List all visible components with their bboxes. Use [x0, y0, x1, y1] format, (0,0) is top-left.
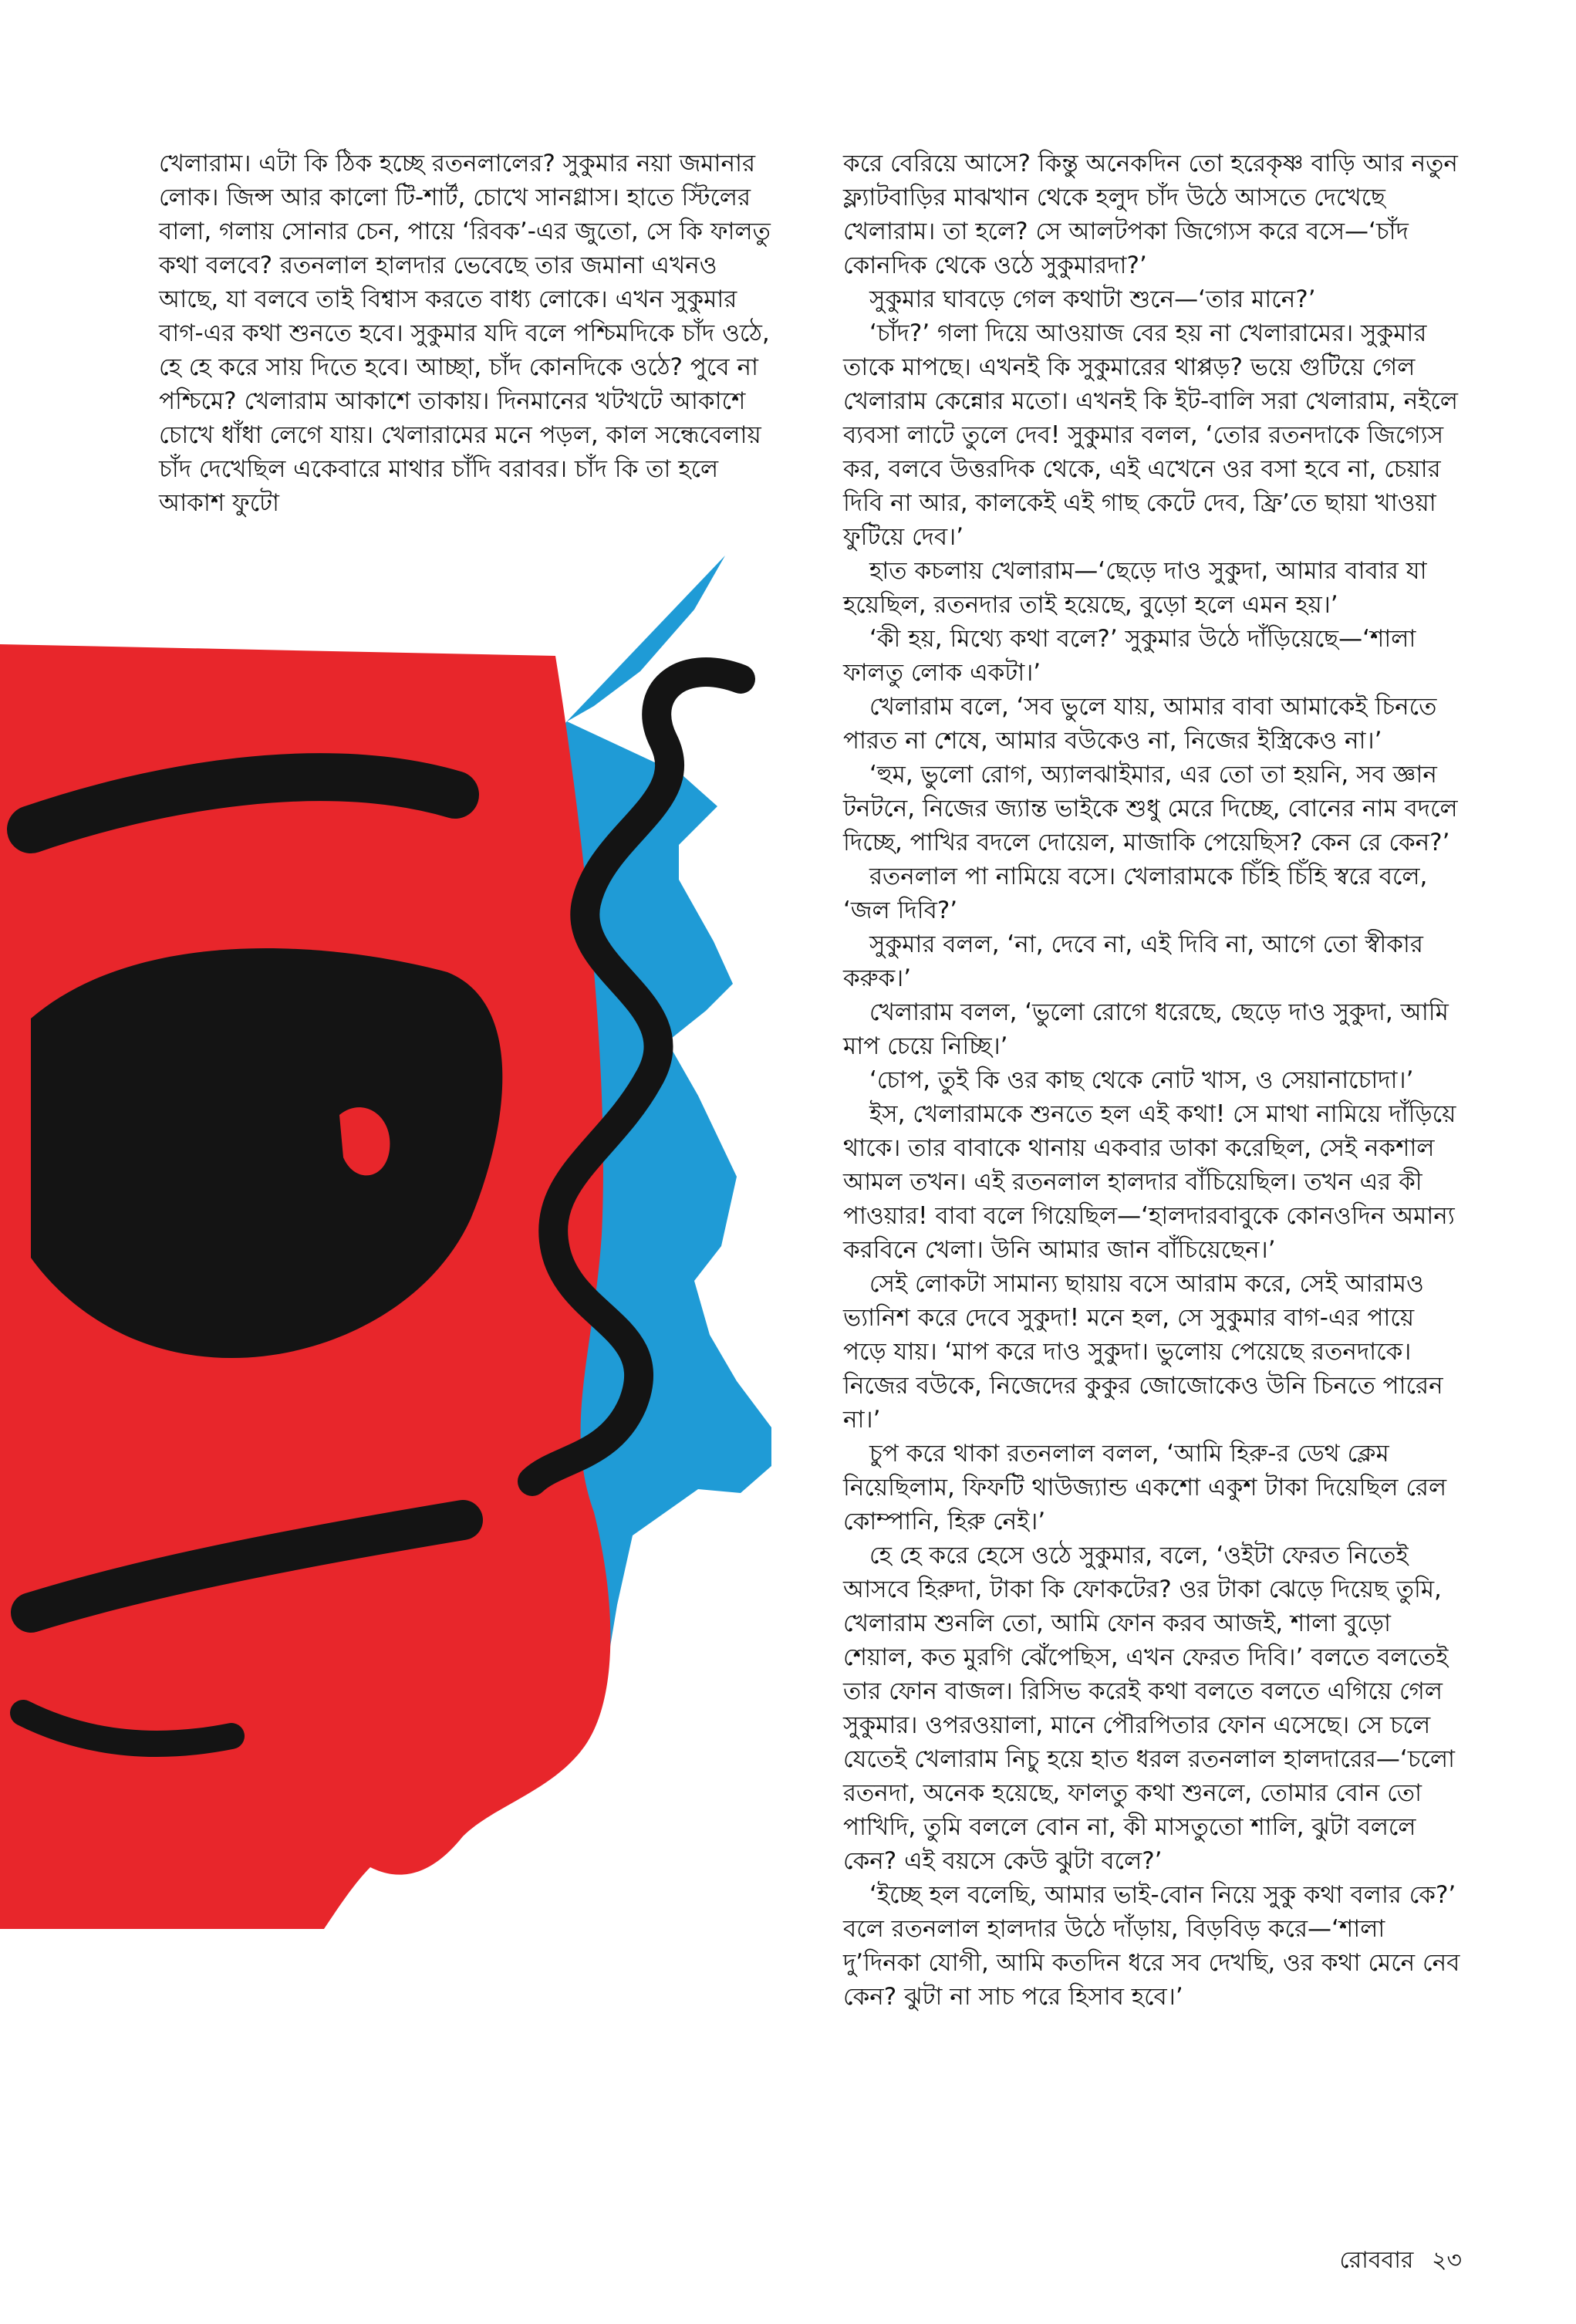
- right-paragraph: ‘চোপ, তুই কি ওর কাছ থেকে নোট খাস, ও সেয়ানাচোদা।’: [869, 1066, 1414, 1094]
- right-paragraph: সুকুমার ঘাবড়ে গেল কথাটা শুনে—‘তার মানে?’: [869, 285, 1316, 313]
- right-paragraph: চুপ করে থাকা রতনলাল বলল, ‘আমি হিরু-র ডেথ ক্লেম নিয়েছিলাম, ফিফটি থাউজ্যান্ড একশো একুশ টাকা দিয়েছিল রেল কোম্পানি, হিরু নেই।’: [843, 1440, 1447, 1535]
- right-paragraph: রতনলাল পা নামিয়ে বসে। খেলারামকে চিঁহি চিঁহি স্বরে বলে, ‘জল দিবি?’: [843, 863, 1428, 924]
- right-paragraph: খেলারাম বলল, ‘ভুলো রোগে ধরেছে, ছেড়ে দাও সুকুদা, আমি মাপ চেয়ে নিচ্ছি।’: [843, 998, 1449, 1060]
- left-paragraph: খেলারাম। এটা কি ঠিক হচ্ছে রতনলালের? সুকুমার নয়া জমানার লোক। জিন্স আর কালো টি-শার্ট, চোখে সানগ্লাস। হাতে স্টিলের বালা, গলায় সোনার চেন, পায়ে ‘রিবক’-এর জুতো, সে কি ফালতু কথা বলবে? রতনলাল হালদার ভেবেছে তার জমানা এখনও আছে, যা বলবে তাই বিশ্বাস করতে বাধ্য লোকে। এখন সুকুমার বাগ-এর কথা শুনতে হবে। সুকুমার যদি বলে পশ্চিমদিকে চাঁদ ওঠে, হে হে করে সায় দিতে হবে। আচ্ছা, চাঁদ কোনদিকে ওঠে? পুবে না পশ্চিমে? খেলারাম আকাশে তাকায়। দিনমানের খটখটে আকাশে চোখে ধাঁধা লেগে যায়। খেলারামের মনে পড়ল, কাল সন্ধেবেলায় চাঁদ দেখেছিল একেবারে মাথার চাঁদি বরাবর। চাঁদ কি তা হলে আকাশ ফুটো: [159, 150, 771, 517]
- right-text-column: [843, 147, 1460, 2014]
- page-number: ২৩: [1431, 2247, 1462, 2274]
- right-paragraph: হাত কচলায় খেলারাম—‘ছেড়ে দাও সুকুদা, আমার বাবার যা হয়েছিল, রতনদার তাই হয়েছে, বুড়ো হলে এমন হয়।’: [843, 557, 1427, 619]
- right-paragraph: ইস, খেলারামকে শুনতে হল এই কথা! সে মাথা নামিয়ে দাঁড়িয়ে থাকে। তার বাবাকে থানায় একবার ডাকা করেছিল, সেই নকশাল আমল তখন। এই রতনলাল হালদার বাঁচিয়েছিল। তখন এর কী পাওয়ার! বাবা বলে গিয়েছিল—‘হালদারবাবুকে কোনওদিন অমান্য করবিনে খেলা। উনি আমার জান বাঁচিয়েছেন।’: [843, 1100, 1456, 1264]
- right-paragraph: সুকুমার বলল, ‘না, দেবে না, এই দিবি না, আগে তো স্বীকার করুক।’: [843, 931, 1423, 992]
- right-paragraph: করে বেরিয়ে আসে? কিন্তু অনেকদিন তো হরেকৃষ্ণ বাড়ি আর নতুন ফ্ল্যাটবাড়ির মাঝখান থেকে হলুদ চাঁদ উঠে আসতে দেখেছে খেলারাম। তা হলে? সে আলটপকা জিগ্যেস করে বসে—‘চাঁদ কোনদিক থেকে ওঠে সুকুমারদা?’: [843, 150, 1458, 279]
- right-paragraph: ‘কী হয়, মিথ্যে কথা বলে?’ সুকুমার উঠে দাঁড়িয়েছে—‘শালা ফালতু লোক একটা।’: [843, 625, 1416, 687]
- right-paragraph: সেই লোকটা সামান্য ছায়ায় বসে আরাম করে, সেই আরামও ভ্যানিশ করে দেবে সুকুদা! মনে হল, সে সুকুমার বাগ-এর পায়ে পড়ে যায়। ‘মাপ করে দাও সুকুদা। ভুলোয় পেয়েছে রতনদাকে। নিজের বউকে, নিজেদের কুকুর জোজোকেও উনি চিনতে পারেন না।’: [843, 1270, 1443, 1434]
- left-text-column: [159, 147, 776, 520]
- right-paragraph: ‘ইচ্ছে হল বলেছি, আমার ভাই-বোন নিয়ে সুকু কথা বলার কে?’ বলে রতনলাল হালদার উঠে দাঁড়ায়, বিড়বিড় করে—‘শালা দু’দিনকা যোগী, আমি কতদিন ধরে সব দেখছি, ওর কথা মেনে নেব কেন? ঝুটা না সাচ পরে হিসাব হবে।’: [843, 1881, 1460, 2011]
- right-paragraph: ‘হুম, ভুলো রোগ, অ্যালঝাইমার, এর তো তা হয়নি, সব জ্ঞান টনটনে, নিজের জ্যান্ত ভাইকে শুধু মেরে দিচ্ছে, বোনের নাম বদলে দিচ্ছে, পাখির বদলে দোয়েল, মাজাকি পেয়েছিস? কেন রে কেন?’: [843, 761, 1458, 856]
- right-paragraph: ‘চাঁদ?’ গলা দিয়ে আওয়াজ বের হয় না খেলারামের। সুকুমার তাকে মাপছে। এখনই কি সুকুমারের থাপ্পড়? ভয়ে গুটিয়ে গেল খেলারাম কেন্নোর মতো। এখনই কি ইট-বালি সরা খেলারাম, নইলে ব্যবসা লাটে তুলে দেব! সুকুমার বলল, ‘তোর রতনদাকে জিগ্যেস কর, বলবে উত্তরদিক থেকে, এই এখেনে ওর বসা হবে না, চেয়ার দিবি না আর, কালকেই এই গাছ কেটে দেব, ফ্রি’তে ছায়া খাওয়া ফুটিয়ে দেব।’: [843, 319, 1458, 551]
- page-footer: [1339, 2241, 1462, 2281]
- right-paragraph: হে হে করে হেসে ওঠে সুকুমার, বলে, ‘ওইটা ফেরত নিতেই আসবে হিরুদা, টাকা কি ফোকটের? ওর টাকা ঝেড়ে দিয়েছ তুমি, খেলারাম শুনলি তো, আমি ফোন করব আজই, শালা বুড়ো শেয়াল, কত মুরগি ঝেঁপেছিস, এখন ফেরত দিবি।’ বলতে বলতেই তার ফোন বাজল। রিসিভ করেই কথা বলতে বলতে এগিয়ে গেল সুকুমার। ওপরওয়ালা, মানে পৌরপিতার ফোন এসেছে। সে চলে যেতেই খেলারাম নিচু হয়ে হাত ধরল রতনলাল হালদারের—‘চলো রতনদা, অনেক হয়েছে, ফালতু কথা শুনলে, তোমার বোন তো পাখিদি, তুমি বললে বোন না, কী মাসতুতো শালি, ঝুটা বললে কেন? এই বয়সে কেউ ঝুটা বলে?’: [843, 1542, 1456, 1875]
- red-face-illustration: [0, 540, 771, 2006]
- right-paragraph: খেলারাম বলে, ‘সব ভুলে যায়, আমার বাবা আমাকেই চিনতে পারত না শেষে, আমার বউকেও না, নিজের ইস্ত্রিকেও না।’: [843, 693, 1437, 755]
- magazine-name: রোববার: [1339, 2247, 1414, 2274]
